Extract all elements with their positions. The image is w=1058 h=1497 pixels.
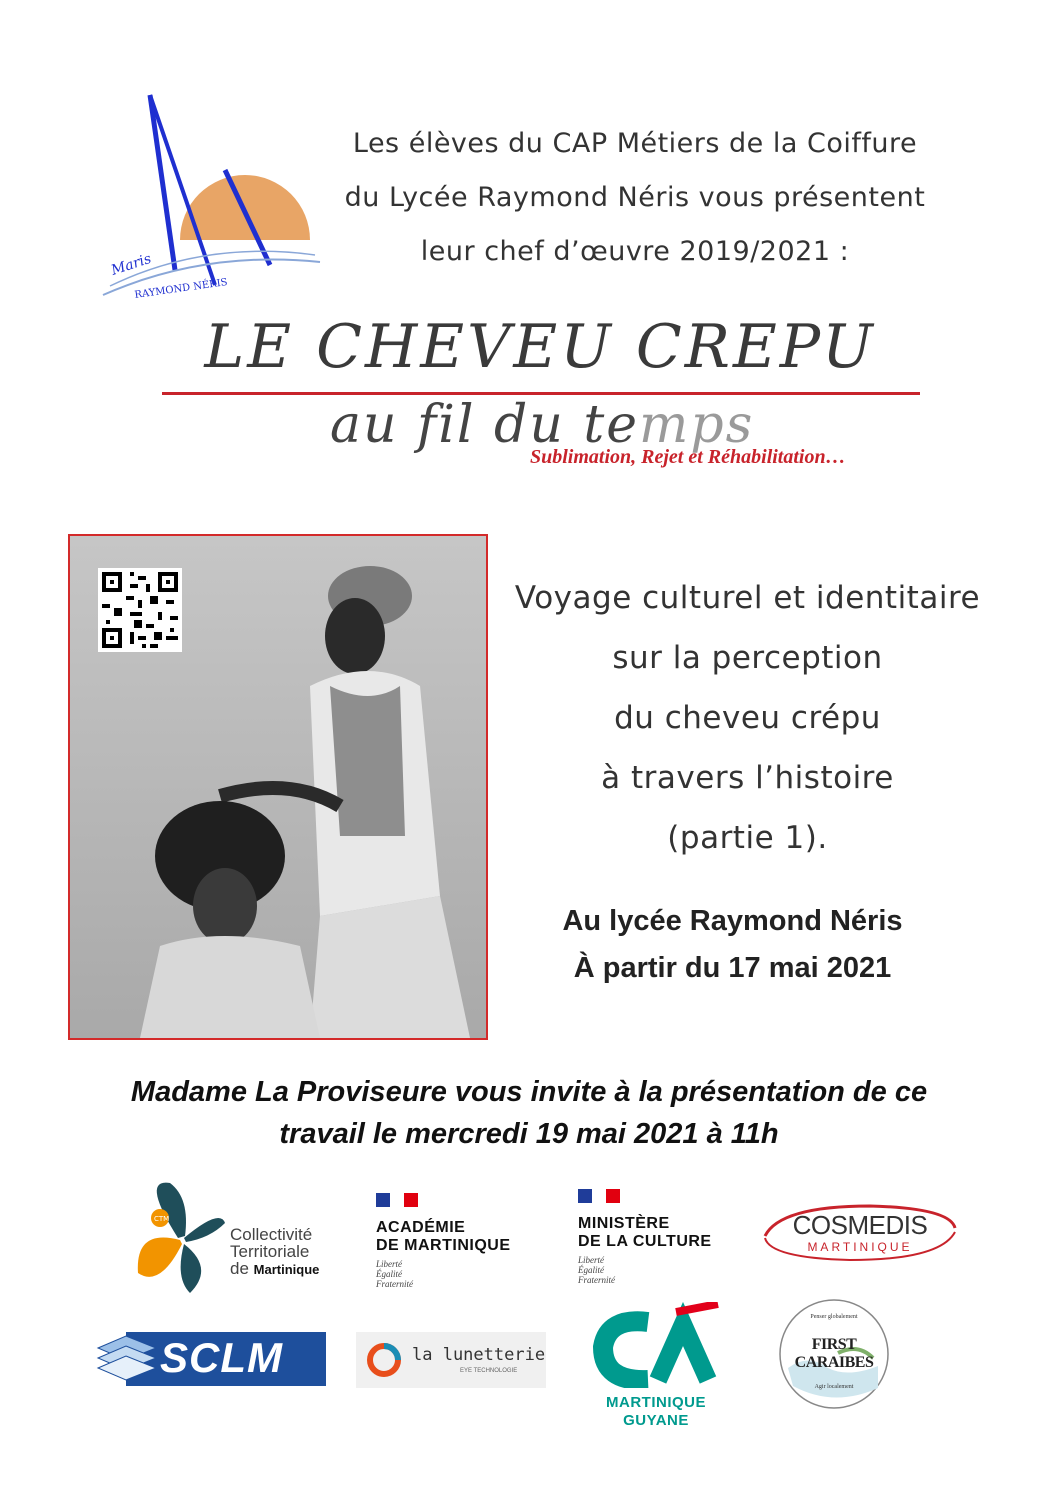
academie-line-1: ACADÉMIE [376, 1219, 466, 1236]
intro-line-1: Les élèves du CAP Métiers de la Coiffure [352, 128, 918, 159]
description-line-3: du cheveu crépu [614, 700, 881, 736]
subtitle-faded: mps [639, 395, 755, 455]
ministere-line-1: MINISTÈRE [578, 1215, 670, 1232]
ministere-motto-1: Liberté [578, 1255, 604, 1265]
logo-text-raymond-neris: RAYMOND NÉRIS [133, 277, 229, 301]
ctm-line-1: Collectivité [230, 1225, 313, 1244]
ca-mark-icon [588, 1302, 724, 1388]
first-caraibes-bottom: Agir localement [814, 1384, 854, 1390]
description-line-4: à travers l’histoire [601, 760, 894, 796]
academie-motto-1: Liberté [376, 1259, 402, 1269]
french-flag-icon [376, 1192, 420, 1206]
description-line-2: sur la perception [612, 640, 883, 676]
venue-location: Au lycée Raymond Néris [562, 905, 903, 937]
ministere-motto-2: Égalité [578, 1265, 604, 1275]
first-caraibes-name: FIRST CARAIBES [794, 1336, 874, 1371]
ctm-line-3: de [230, 1259, 249, 1278]
sponsor-academie-logo [376, 1192, 536, 1292]
school-logo [95, 90, 330, 305]
academie-motto-3: Fraternité [376, 1279, 413, 1289]
ctm-line-2: Territoriale [230, 1242, 310, 1261]
sponsor-cosmedis-logo [760, 1198, 960, 1268]
invitation-line-2: travail le mercredi 19 mai 2021 à 11h [279, 1118, 779, 1150]
academie-motto-2: Égalité [376, 1269, 402, 1279]
ring-icon [364, 1340, 404, 1380]
sponsor-ministere-logo [578, 1188, 738, 1288]
intro-line-2: du Lycée Raymond Néris vous présentent [344, 182, 926, 213]
lunetterie-name: la lunetterie [412, 1345, 546, 1365]
ctm-badge: CTM [154, 1215, 170, 1223]
ctm-line-4: Martinique [253, 1262, 320, 1277]
french-flag-icon [578, 1188, 622, 1202]
venue-date: À partir du 17 mai 2021 [573, 952, 892, 984]
page-title: LE CHEVEU CREPU [204, 312, 876, 382]
sponsor-first-caraibes-logo [778, 1298, 890, 1410]
qr-code-icon[interactable] [98, 568, 182, 652]
ministere-motto-3: Fraternité [578, 1275, 615, 1285]
sponsor-credit-agricole-logo [588, 1302, 724, 1430]
sponsor-ctm-logo [130, 1178, 340, 1300]
cosmedis-name: COSMEDIS [792, 1210, 928, 1240]
first-caraibes-top: Penser globalement [810, 1314, 858, 1320]
sponsor-sclm-logo [96, 1330, 328, 1388]
sponsor-lunetterie-logo [356, 1332, 546, 1388]
ministere-line-2: DE LA CULTURE [578, 1233, 712, 1250]
description-line-5: (partie 1). [667, 820, 828, 856]
intro-line-3: leur chef d’œuvre 2019/2021 : [420, 236, 850, 267]
cosmedis-sub: MARTINIQUE [807, 1240, 913, 1254]
sclm-name: SCLM [160, 1334, 283, 1381]
ca-line-2: GUYANE [623, 1412, 689, 1429]
butterfly-icon [130, 1178, 230, 1300]
invitation-line-1: Madame La Proviseure vous invite à la présentation de ce [130, 1076, 928, 1108]
subtitle-dark: au fil du te [330, 395, 640, 455]
logo-text-maris: Maris [109, 250, 154, 279]
academie-line-2: DE MARTINIQUE [376, 1237, 511, 1254]
lunetterie-sub: EYE TECHNOLOGIE [460, 1368, 518, 1374]
title-tagline: Sublimation, Rejet et Réhabilitation… [530, 446, 846, 468]
ca-line-1: MARTINIQUE [606, 1394, 706, 1411]
description-line-1: Voyage culturel et identitaire [514, 580, 981, 616]
